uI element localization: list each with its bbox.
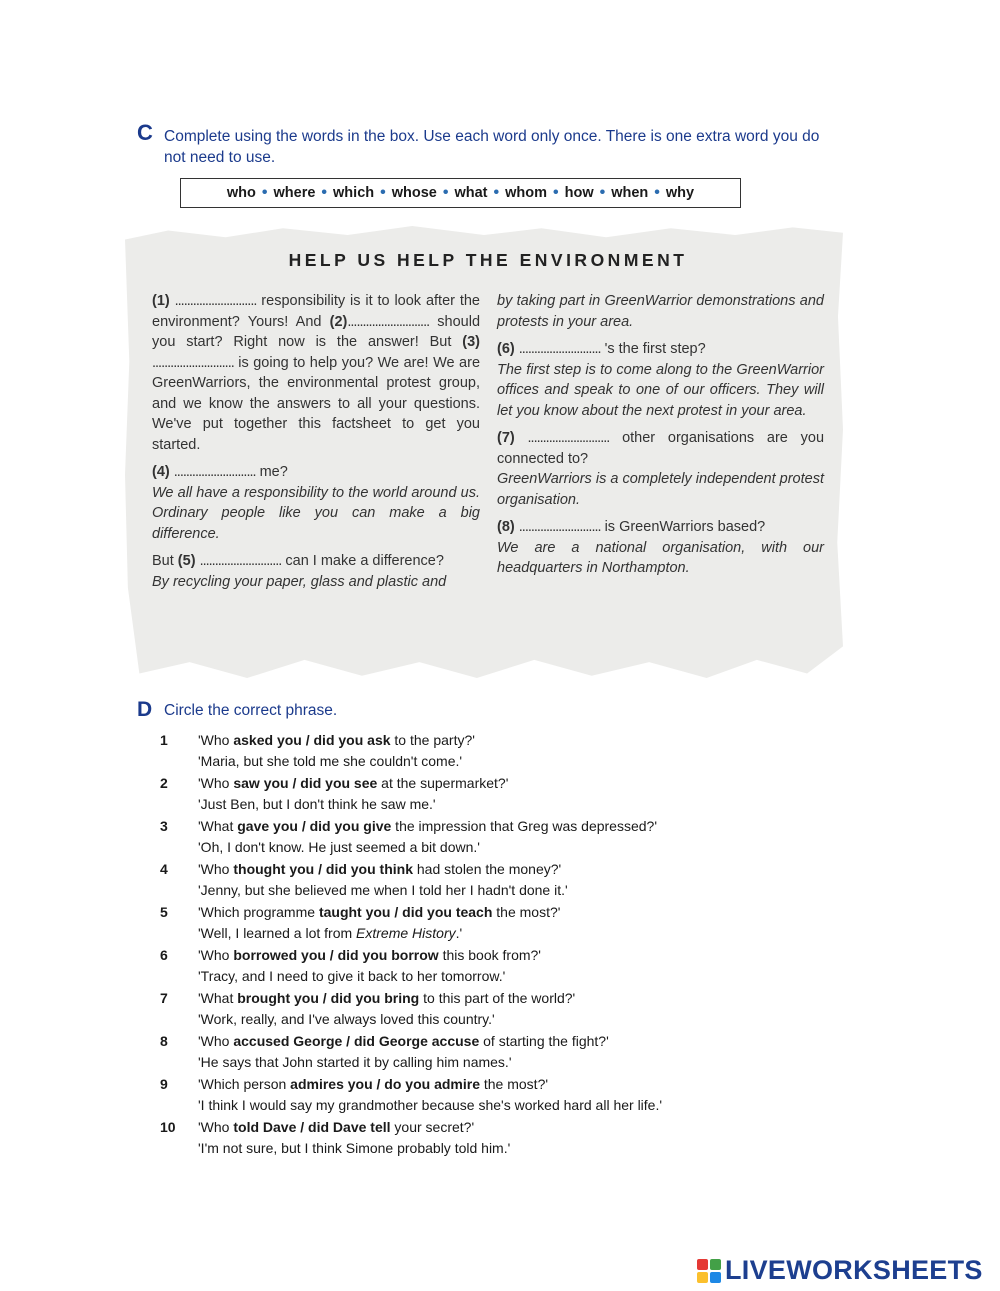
article-question: can I make a difference? bbox=[285, 553, 444, 569]
section-d-letter: D bbox=[137, 698, 153, 721]
article-right-column bbox=[497, 291, 824, 586]
word-box-word: who bbox=[226, 185, 256, 201]
exercise-item bbox=[160, 1031, 760, 1072]
item-answer: 'Jenny, but she believed me when I told her I hadn't done it.' bbox=[198, 881, 568, 898]
word-separator: • bbox=[442, 184, 449, 201]
item-answer: 'He says that John started it by calling him names.' bbox=[198, 1053, 512, 1070]
item-number: 7 bbox=[160, 990, 168, 1006]
item-number: 1 bbox=[160, 732, 168, 748]
liveworksheets-logo-icon bbox=[697, 1259, 721, 1283]
blank-number: (3) bbox=[462, 334, 480, 350]
blank-number: (4) bbox=[152, 464, 170, 480]
article-answer: by taking part in GreenWarrior demonstrations and protests in your area. bbox=[497, 293, 824, 330]
blank-number: (6) bbox=[497, 341, 515, 357]
article-question: But bbox=[152, 553, 174, 569]
item-answer: 'Tracy, and I need to give it back to her tomorrow.' bbox=[198, 967, 506, 984]
article-question: me? bbox=[259, 464, 288, 480]
item-answer: 'Well, I learned a lot from Extreme History.' bbox=[198, 924, 463, 941]
word-box-word: whose bbox=[391, 185, 437, 201]
item-number: 6 bbox=[160, 947, 168, 963]
brand-name: LIVEWORKSHEETS bbox=[725, 1255, 983, 1285]
word-box bbox=[180, 178, 741, 208]
article-answer: By recycling your paper, glass and plastic and bbox=[152, 573, 447, 590]
item-answer: 'Oh, I don't know. He just seemed a bit down.' bbox=[198, 838, 480, 855]
blank-number: (2) bbox=[329, 313, 348, 330]
article-left-column bbox=[152, 291, 480, 599]
answer-blank[interactable]: ........................... bbox=[347, 313, 430, 330]
exercise-item bbox=[160, 773, 760, 814]
answer-blank[interactable]: ........................... bbox=[173, 464, 256, 480]
logo-square bbox=[697, 1259, 708, 1270]
exercise-item bbox=[160, 902, 760, 943]
exercise-item bbox=[160, 859, 760, 900]
blank-number: (1) bbox=[152, 293, 170, 309]
answer-blank[interactable]: ........................... bbox=[152, 354, 234, 371]
item-number: 3 bbox=[160, 818, 168, 834]
exercise-item bbox=[160, 730, 760, 771]
item-question: 'Which programme taught you / did you teach the most?' bbox=[198, 904, 561, 920]
article-answer: We are a national organisation, with our headquarters in Northampton. bbox=[497, 539, 824, 576]
article-answer: GreenWarriors is a completely independent protest organisation. bbox=[497, 471, 824, 508]
article-question: other organisations are you connected to? bbox=[497, 430, 825, 467]
phrase-choice[interactable]: thought you / did you think bbox=[233, 861, 413, 877]
phrase-choice[interactable]: asked you / did you ask bbox=[233, 732, 391, 748]
article-text: should you start? Right now is the answer! But bbox=[152, 313, 481, 350]
item-question: 'Who asked you / did you ask to the party?' bbox=[198, 732, 475, 748]
liveworksheets-brand bbox=[697, 1255, 983, 1286]
item-answer: 'Just Ben, but I don't think he saw me.' bbox=[198, 795, 436, 812]
item-answer: 'Work, really, and I've always loved this country.' bbox=[198, 1010, 495, 1027]
exercise-item bbox=[160, 988, 760, 1029]
section-d-instruction: Circle the correct phrase. bbox=[164, 702, 338, 719]
answer-blank[interactable]: ........................... bbox=[199, 553, 282, 569]
item-answer: 'I think I would say my grandmother because she's worked hard all her life.' bbox=[198, 1096, 663, 1113]
article-question: 's the first step? bbox=[604, 341, 706, 357]
phrase-choice[interactable]: gave you / did you give bbox=[237, 818, 392, 834]
phrase-choice[interactable]: told Dave / did Dave tell bbox=[233, 1119, 391, 1135]
item-question: 'What brought you / did you bring to this part of the world?' bbox=[198, 990, 576, 1006]
logo-square bbox=[710, 1272, 721, 1283]
exercise-item bbox=[160, 945, 760, 986]
item-question: 'What gave you / did you give the impression that Greg was depressed?' bbox=[198, 818, 657, 834]
word-box-word: what bbox=[454, 185, 488, 201]
item-number: 5 bbox=[160, 904, 168, 920]
exercise-list bbox=[160, 730, 760, 1160]
section-c-letter: C bbox=[137, 120, 153, 145]
answer-blank[interactable]: ........................... bbox=[518, 341, 601, 357]
word-box-word: why bbox=[665, 185, 695, 201]
item-number: 2 bbox=[160, 775, 168, 791]
word-separator: • bbox=[380, 184, 386, 201]
word-separator: • bbox=[261, 184, 268, 201]
answer-blank[interactable]: ........................... bbox=[527, 430, 610, 446]
answer-blank[interactable]: ........................... bbox=[174, 293, 257, 309]
word-separator: • bbox=[553, 184, 559, 201]
item-question: 'Who accused George / did George accuse of starting the fight?' bbox=[198, 1033, 609, 1049]
word-separator: • bbox=[321, 184, 328, 201]
item-number: 4 bbox=[160, 861, 168, 877]
word-box-word: how bbox=[564, 185, 594, 201]
phrase-choice[interactable]: borrowed you / did you borrow bbox=[233, 947, 439, 963]
item-question: 'Who saw you / did you see at the supermarket?' bbox=[198, 775, 509, 791]
word-separator: • bbox=[493, 184, 500, 201]
article-question: is GreenWarriors based? bbox=[604, 519, 766, 535]
blank-number: (5) bbox=[177, 553, 196, 569]
item-question: 'Who borrowed you / did you borrow this book from?' bbox=[198, 947, 541, 963]
phrase-choice[interactable]: saw you / did you see bbox=[233, 775, 378, 791]
blank-number: (8) bbox=[497, 519, 515, 535]
item-number: 8 bbox=[160, 1033, 168, 1049]
phrase-choice[interactable]: accused George / did George accuse bbox=[233, 1033, 480, 1049]
item-answer: 'Maria, but she told me she couldn't come.' bbox=[198, 752, 463, 769]
answer-blank[interactable]: ........................... bbox=[518, 519, 601, 535]
article-text: responsibility is it to look after the environment? Yours! And bbox=[152, 293, 481, 330]
word-separator: • bbox=[654, 184, 660, 201]
exercise-item bbox=[160, 1074, 760, 1115]
exercise-item bbox=[160, 1117, 760, 1158]
item-number: 9 bbox=[160, 1076, 168, 1092]
word-box-word: where bbox=[273, 185, 316, 201]
blank-number: (7) bbox=[497, 430, 515, 446]
item-question: 'Who told Dave / did Dave tell your secret?' bbox=[198, 1119, 475, 1135]
item-question: 'Who thought you / did you think had stolen the money?' bbox=[198, 861, 562, 877]
phrase-choice[interactable]: brought you / did you bring bbox=[237, 990, 420, 1006]
phrase-choice[interactable]: admires you / do you admire bbox=[290, 1076, 480, 1092]
word-box-word: when bbox=[611, 185, 649, 201]
article-answer: The first step is to come along to the GreenWarrior offices and speak to one of our officers. They will let you know about the next protest in your area. bbox=[497, 361, 824, 419]
exercise-item bbox=[160, 816, 760, 857]
phrase-choice[interactable]: taught you / did you teach bbox=[318, 904, 493, 920]
section-c-instruction: Complete using the words in the box. Use each word only once. There is one extra word you do not need to use. bbox=[164, 128, 820, 166]
item-number: 10 bbox=[160, 1119, 176, 1135]
item-answer: 'I'm not sure, but I think Simone probably told him.' bbox=[198, 1139, 511, 1156]
word-box-word: which bbox=[333, 185, 375, 201]
article-text: is going to help you? We are! We are GreenWarriors, the environmental protest group, and we know the answers to all your questions. We've put together this factsheet to get you started. bbox=[152, 354, 481, 453]
item-question: 'Which person admires you / do you admire the most?' bbox=[198, 1076, 549, 1092]
word-box-word: whom bbox=[505, 185, 547, 201]
article-title: HELP US HELP THE ENVIRONMENT bbox=[288, 250, 688, 270]
logo-square bbox=[710, 1259, 721, 1270]
logo-square bbox=[697, 1272, 708, 1283]
word-separator: • bbox=[599, 184, 606, 201]
article-answer: We all have a responsibility to the world around us. Ordinary people like you can make a big difference. bbox=[152, 484, 480, 542]
